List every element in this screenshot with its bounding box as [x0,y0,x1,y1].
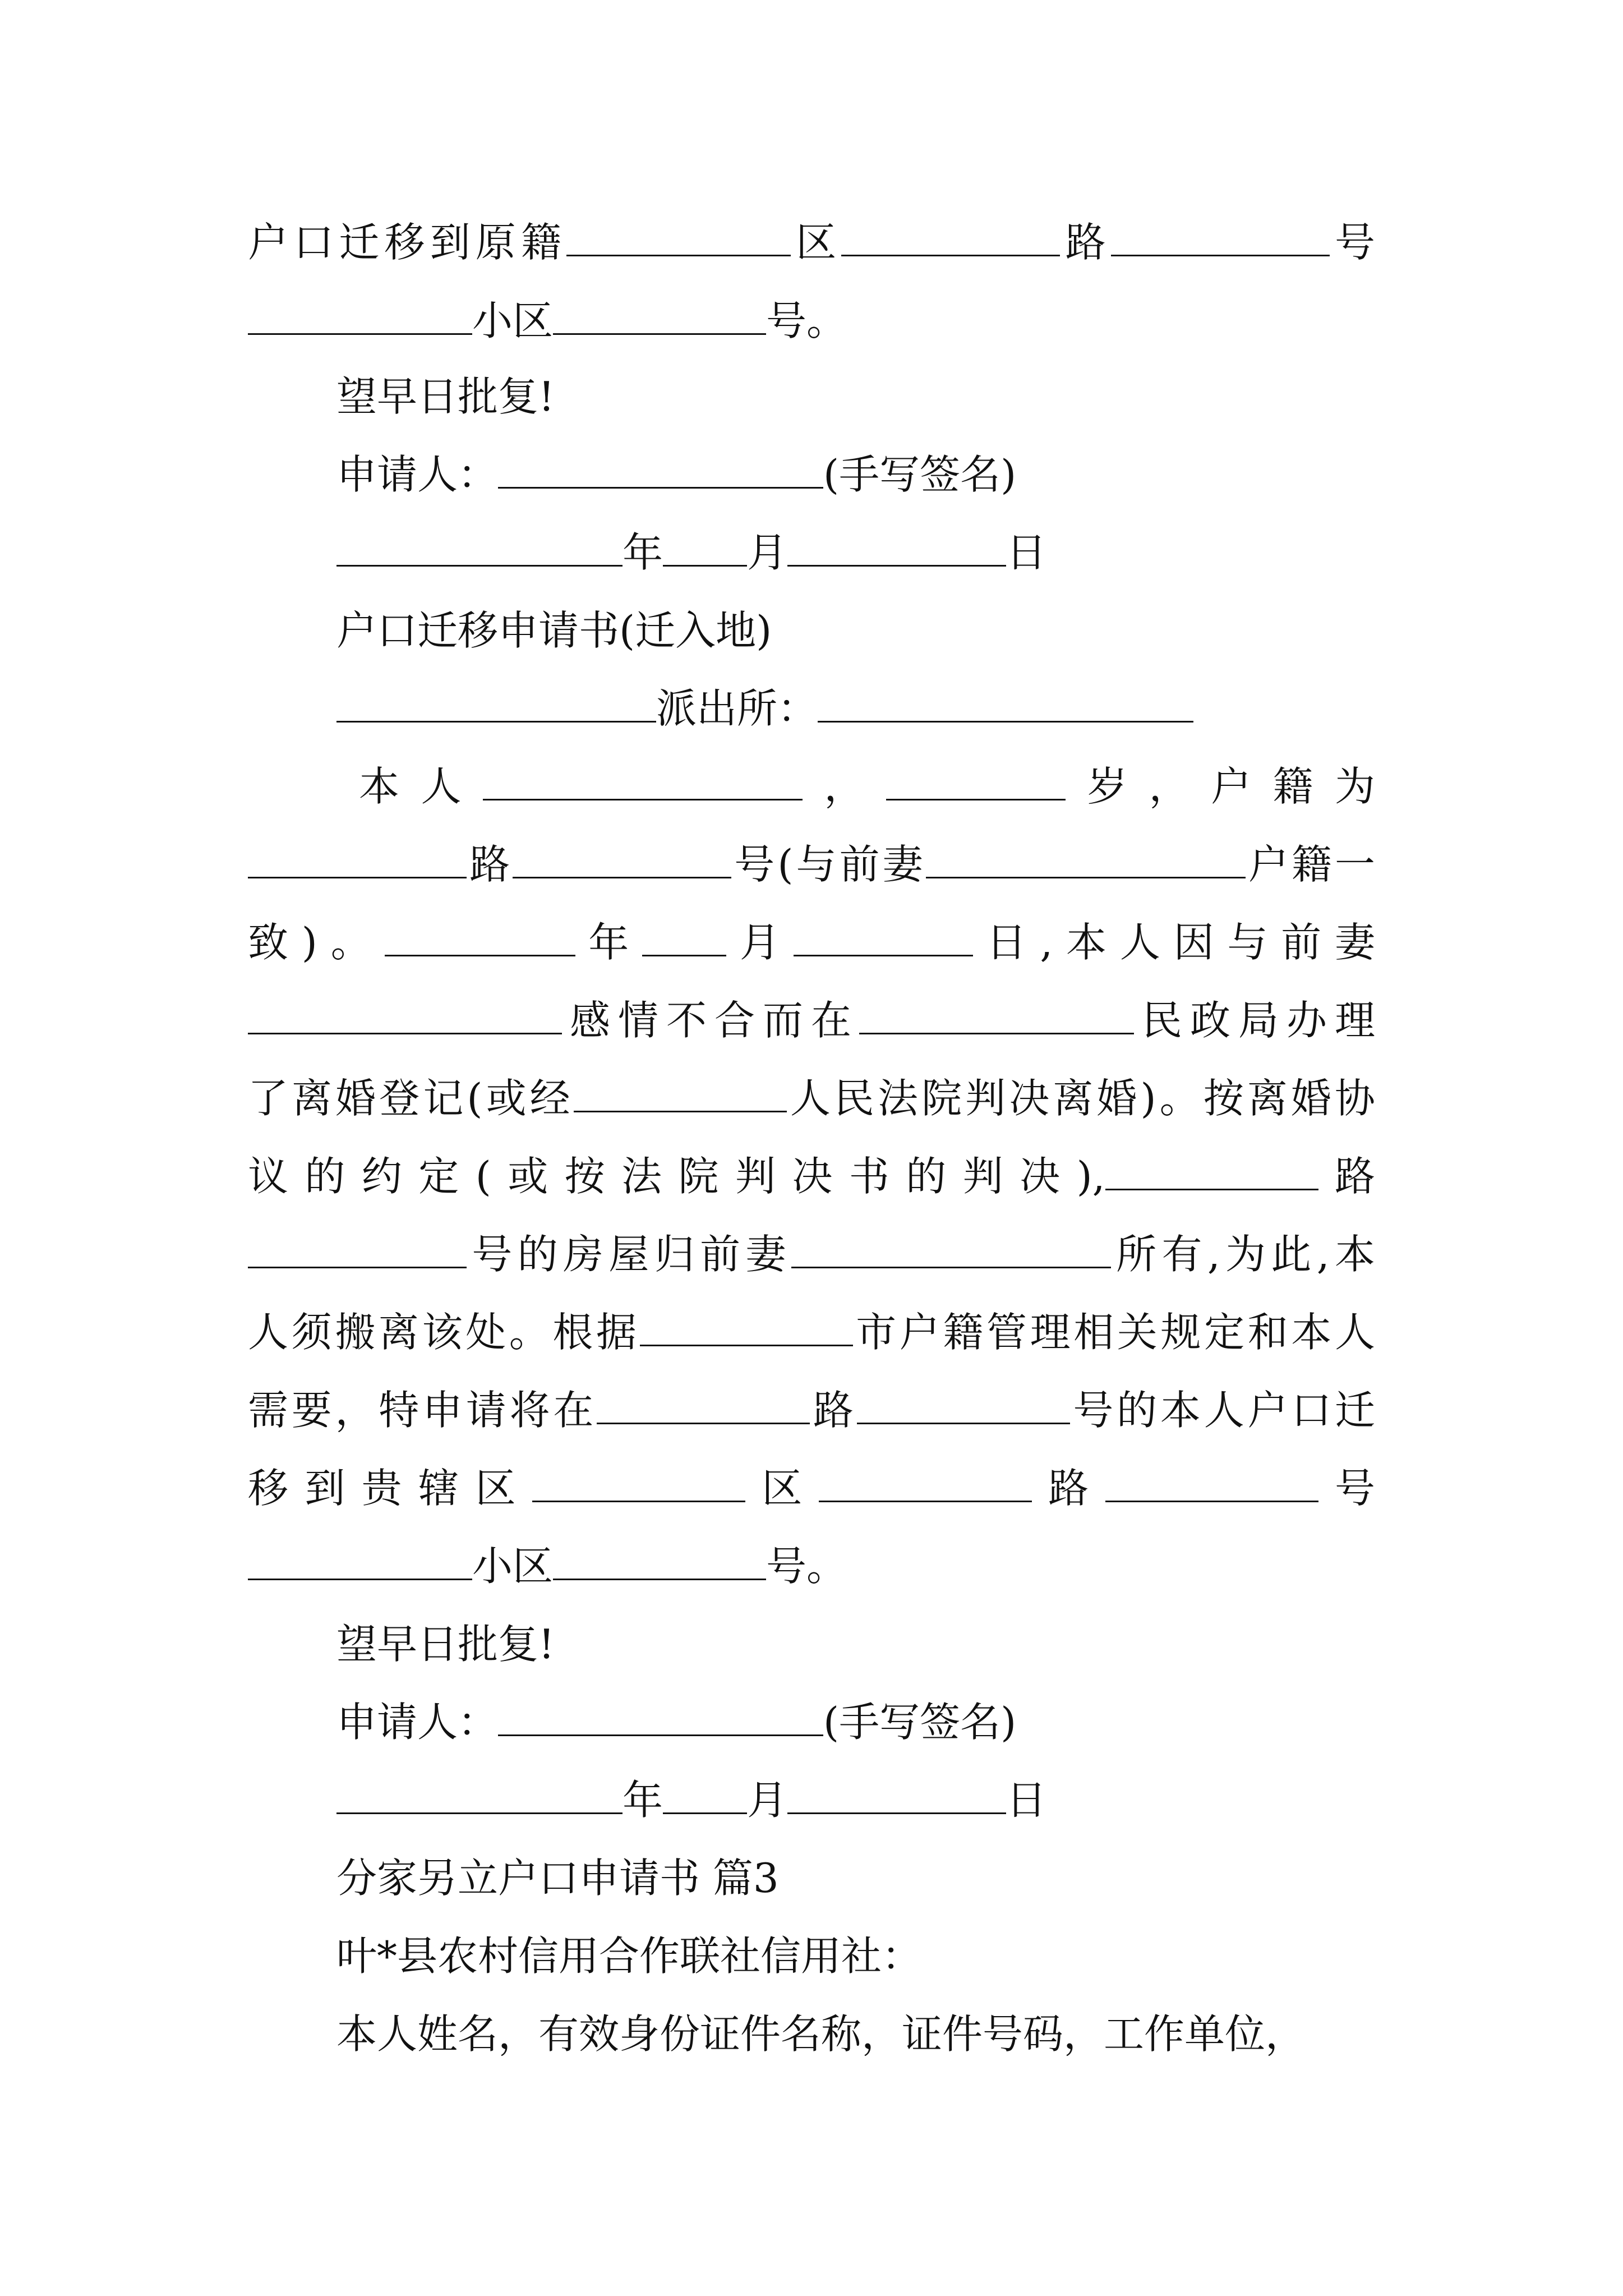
text-line-4 [336,447,1375,503]
month-field[interactable] [663,527,747,567]
line-text: 区 [745,1465,819,1512]
line-text: 人民法院判决离婚)。按离婚协 [786,1075,1375,1122]
line-text: 路 [467,841,513,888]
blank-field[interactable] [336,683,656,723]
text-line-9 [248,836,1375,892]
blank-field[interactable] [532,1462,745,1502]
text-line-19: 望早日批复! [336,1621,555,1668]
text-line-5 [336,524,1375,581]
line-text: 号。 [766,1543,847,1590]
line-text: 区 [791,219,842,266]
text-line-3: 望早日批复! [336,373,555,420]
blank-field[interactable] [841,217,1060,256]
line-text: 日 [1006,1777,1047,1824]
line-text: 民政局办理 [1133,997,1375,1044]
line-text: 致)。 [248,919,385,966]
blank-field[interactable] [819,1462,1032,1502]
line-text: 号 [1329,219,1375,266]
line-text: 申请人： [336,451,499,498]
blank-field[interactable] [553,1540,766,1580]
section-title: 分家另立户口申请书 篇3 [336,1855,779,1902]
line-text: 月 [726,919,794,966]
line-text: 小区 [472,1543,554,1590]
blank-field[interactable] [248,295,472,335]
blank-field[interactable] [640,1306,853,1346]
line-text: 派出所： [656,685,818,732]
line-text: 市户籍管理相关规定和本人 [852,1309,1375,1356]
line-text: 路 [1060,219,1111,266]
line-text: 议的约定(或按法院判决书的判决), [248,1153,1105,1200]
text-line-24: 本人姓名，有效身份证件名称，证件号码，工作单位， [336,2010,1306,2058]
line-text: 路 [1031,1465,1105,1512]
signature-field[interactable] [498,1696,823,1736]
blank-field[interactable] [566,217,791,256]
line-text: 感情不合而在 [562,997,859,1044]
month-field[interactable] [642,917,726,956]
year-field[interactable] [385,917,575,956]
text-line-18 [248,1538,1375,1594]
day-field[interactable] [787,527,1006,567]
blank-field[interactable] [248,995,562,1034]
line-text: 岁，户籍为 [1065,763,1375,810]
line-text: 户籍一 [1245,841,1375,888]
text-line-16 [248,1382,1375,1438]
text-line-21 [336,1772,1375,1828]
line-text: 日,本人因与前妻 [972,919,1375,966]
line-text: 路 [1318,1153,1375,1200]
blank-field[interactable] [1105,1151,1318,1190]
text-line-20 [336,1694,1375,1750]
blank-field[interactable] [926,839,1246,878]
blank-field[interactable] [597,1384,810,1424]
line-text: 路 [810,1387,857,1434]
blank-field[interactable] [857,1384,1070,1424]
line-text: 申请人： [336,1699,499,1746]
line-text: 号的房屋归前妻 [467,1231,791,1278]
blank-field[interactable] [818,683,1193,723]
text-line-23: 叶*县农村信用合作联社信用社： [336,1932,923,1980]
text-line-12 [248,1070,1375,1126]
year-field[interactable] [336,527,623,567]
line-text: ， [802,763,886,810]
line-text: 月 [747,529,788,576]
day-field[interactable] [787,1774,1006,1814]
line-text: (手写签名) [823,1699,1017,1746]
line-text: 人须搬离该处。根据 [248,1309,640,1356]
line-text: 本人 [359,763,483,810]
text-line-13 [248,1148,1375,1204]
line-text: 号(与前妻 [731,841,926,888]
text-line-10 [248,914,1375,970]
line-text: 户口迁移到原籍 [248,219,567,266]
line-text: (手写签名) [823,451,1017,498]
line-text: 年 [575,919,643,966]
line-text: 需要，特申请将在 [248,1387,597,1434]
text-line-7 [336,680,1375,737]
blank-field[interactable] [248,839,467,878]
blank-field[interactable] [248,1228,467,1268]
text-line-2 [248,293,1375,349]
line-text: 移到贵辖区 [248,1465,532,1512]
line-text: 年 [623,529,663,576]
blank-field[interactable] [886,761,1066,800]
day-field[interactable] [794,917,973,956]
line-text: 号的本人户口迁 [1069,1387,1375,1434]
line-text: 所有,为此,本 [1110,1231,1375,1278]
line-text: 了离婚登记(或经 [248,1075,574,1122]
text-line-14 [248,1226,1375,1282]
blank-field[interactable] [859,995,1134,1034]
line-text: 小区 [472,297,554,344]
year-field[interactable] [336,1774,623,1814]
blank-field[interactable] [791,1228,1111,1268]
blank-field[interactable] [574,1073,787,1112]
text-line-17 [248,1460,1375,1516]
text-line-6: 户口迁移申请书(迁入地) [336,607,772,654]
month-field[interactable] [663,1774,747,1814]
line-text: 号。 [766,297,847,344]
signature-field[interactable] [498,449,823,489]
line-text: 年 [623,1777,663,1824]
line-text: 月 [747,1777,788,1824]
text-line-8 [359,758,1375,815]
text-line-11 [248,992,1375,1048]
line-text: 号 [1318,1465,1375,1512]
blank-field[interactable] [1111,217,1330,256]
blank-field[interactable] [1105,1462,1318,1502]
blank-field[interactable] [483,761,803,800]
blank-field[interactable] [513,839,731,878]
blank-field[interactable] [553,295,766,335]
line-text: 日 [1006,529,1047,576]
blank-field[interactable] [248,1540,472,1580]
text-line-15 [248,1304,1375,1360]
text-line-1 [248,214,1375,270]
